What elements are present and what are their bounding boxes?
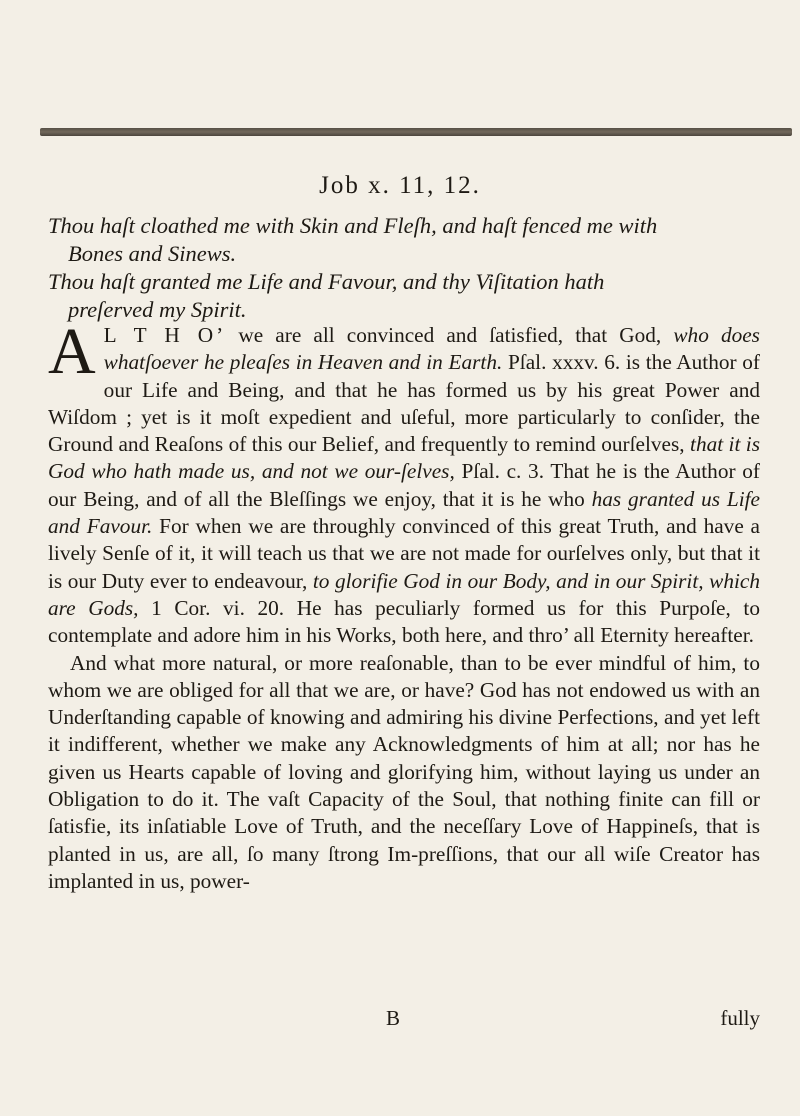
- italic-run: who does whatſoever he pleaſes in Heaven and in Earth.: [103, 323, 760, 375]
- epigraph-line: Bones and Sinews.: [68, 241, 237, 266]
- italic-run: that it is God who hath made us, and not we our-ſelves,: [48, 432, 760, 484]
- opening-caps: L T H O’: [103, 323, 227, 347]
- page-heading: Job x. 11, 12.: [319, 172, 481, 199]
- text-run: Pſal. xxxv. 6. is the Author of our Life and Being, and that he has formed us by his great Power and Wiſdom ; yet is it moſt expedient and uſeful, more particularly to conſider, the Ground and Reaſons of this our Belief, and frequently to remind ourſelves,: [48, 350, 760, 457]
- page-footer: [48, 1006, 760, 1034]
- catchword: fully: [720, 1006, 760, 1030]
- italic-run: has granted us Life and Favour.: [48, 486, 760, 539]
- drop-cap: A: [48, 315, 96, 388]
- paragraph-2: And what more natural, or more reaſonable, than to be ever mindful of him, to whom we are obliged for all that we are, or have? God has not endowed us with an Underſtanding capable of knowing and admiring his divine Perfections, and yet left it indifferent, whether we make any Acknowledgments of him at all; nor has he given us Hearts capable of loving and glorifying him, without laying us under an Obligation to do it. The vaſt Capacity of the Soul, that nothing finite can fill or ſatisfie, its inſatiable Love of Truth, and the neceſſary Love of Happineſs, that is planted in us, are all, ſo many ſtrong Im-preſſions, that our all wiſe Creator has implanted in us, power-: [48, 650, 760, 893]
- italic-run: to glorifie God in our Body, and in our Spirit, which are Gods,: [48, 568, 761, 620]
- signature-mark: B: [386, 1006, 401, 1030]
- text-run: 1 Cor. vi. 20. He has peculiarly formed us for this Purpoſe, to contemplate and adore him in his Works, both here, and thro’ all Eternity hereafter.: [48, 595, 760, 648]
- body-text: [48, 315, 761, 895]
- text-run: we are all convinced and ſatisfied, that God,: [226, 323, 674, 347]
- epigraph: [48, 212, 760, 324]
- text-run: Pſal. c. 3. That he is the Author of our Being, and of all the Bleſſings we enjoy, that it is he who: [48, 459, 760, 511]
- paragraph-1: [48, 315, 761, 650]
- epigraph-line: Thou haſt granted me Life and Favour, and thy Viſitation hath: [48, 269, 605, 294]
- top-decorative-rule: [40, 128, 792, 136]
- epigraph-line: preſerved my Spirit.: [68, 297, 247, 322]
- text-run: For when we are throughly convinced of this great Truth, and have a lively Senſe of it, it will teach us that we are not made for ourſelves only, but that it is our Duty ever to endeavour,: [48, 514, 760, 593]
- epigraph-line: Thou haſt cloathed me with Skin and Fleſh, and haſt fenced me with: [48, 213, 658, 238]
